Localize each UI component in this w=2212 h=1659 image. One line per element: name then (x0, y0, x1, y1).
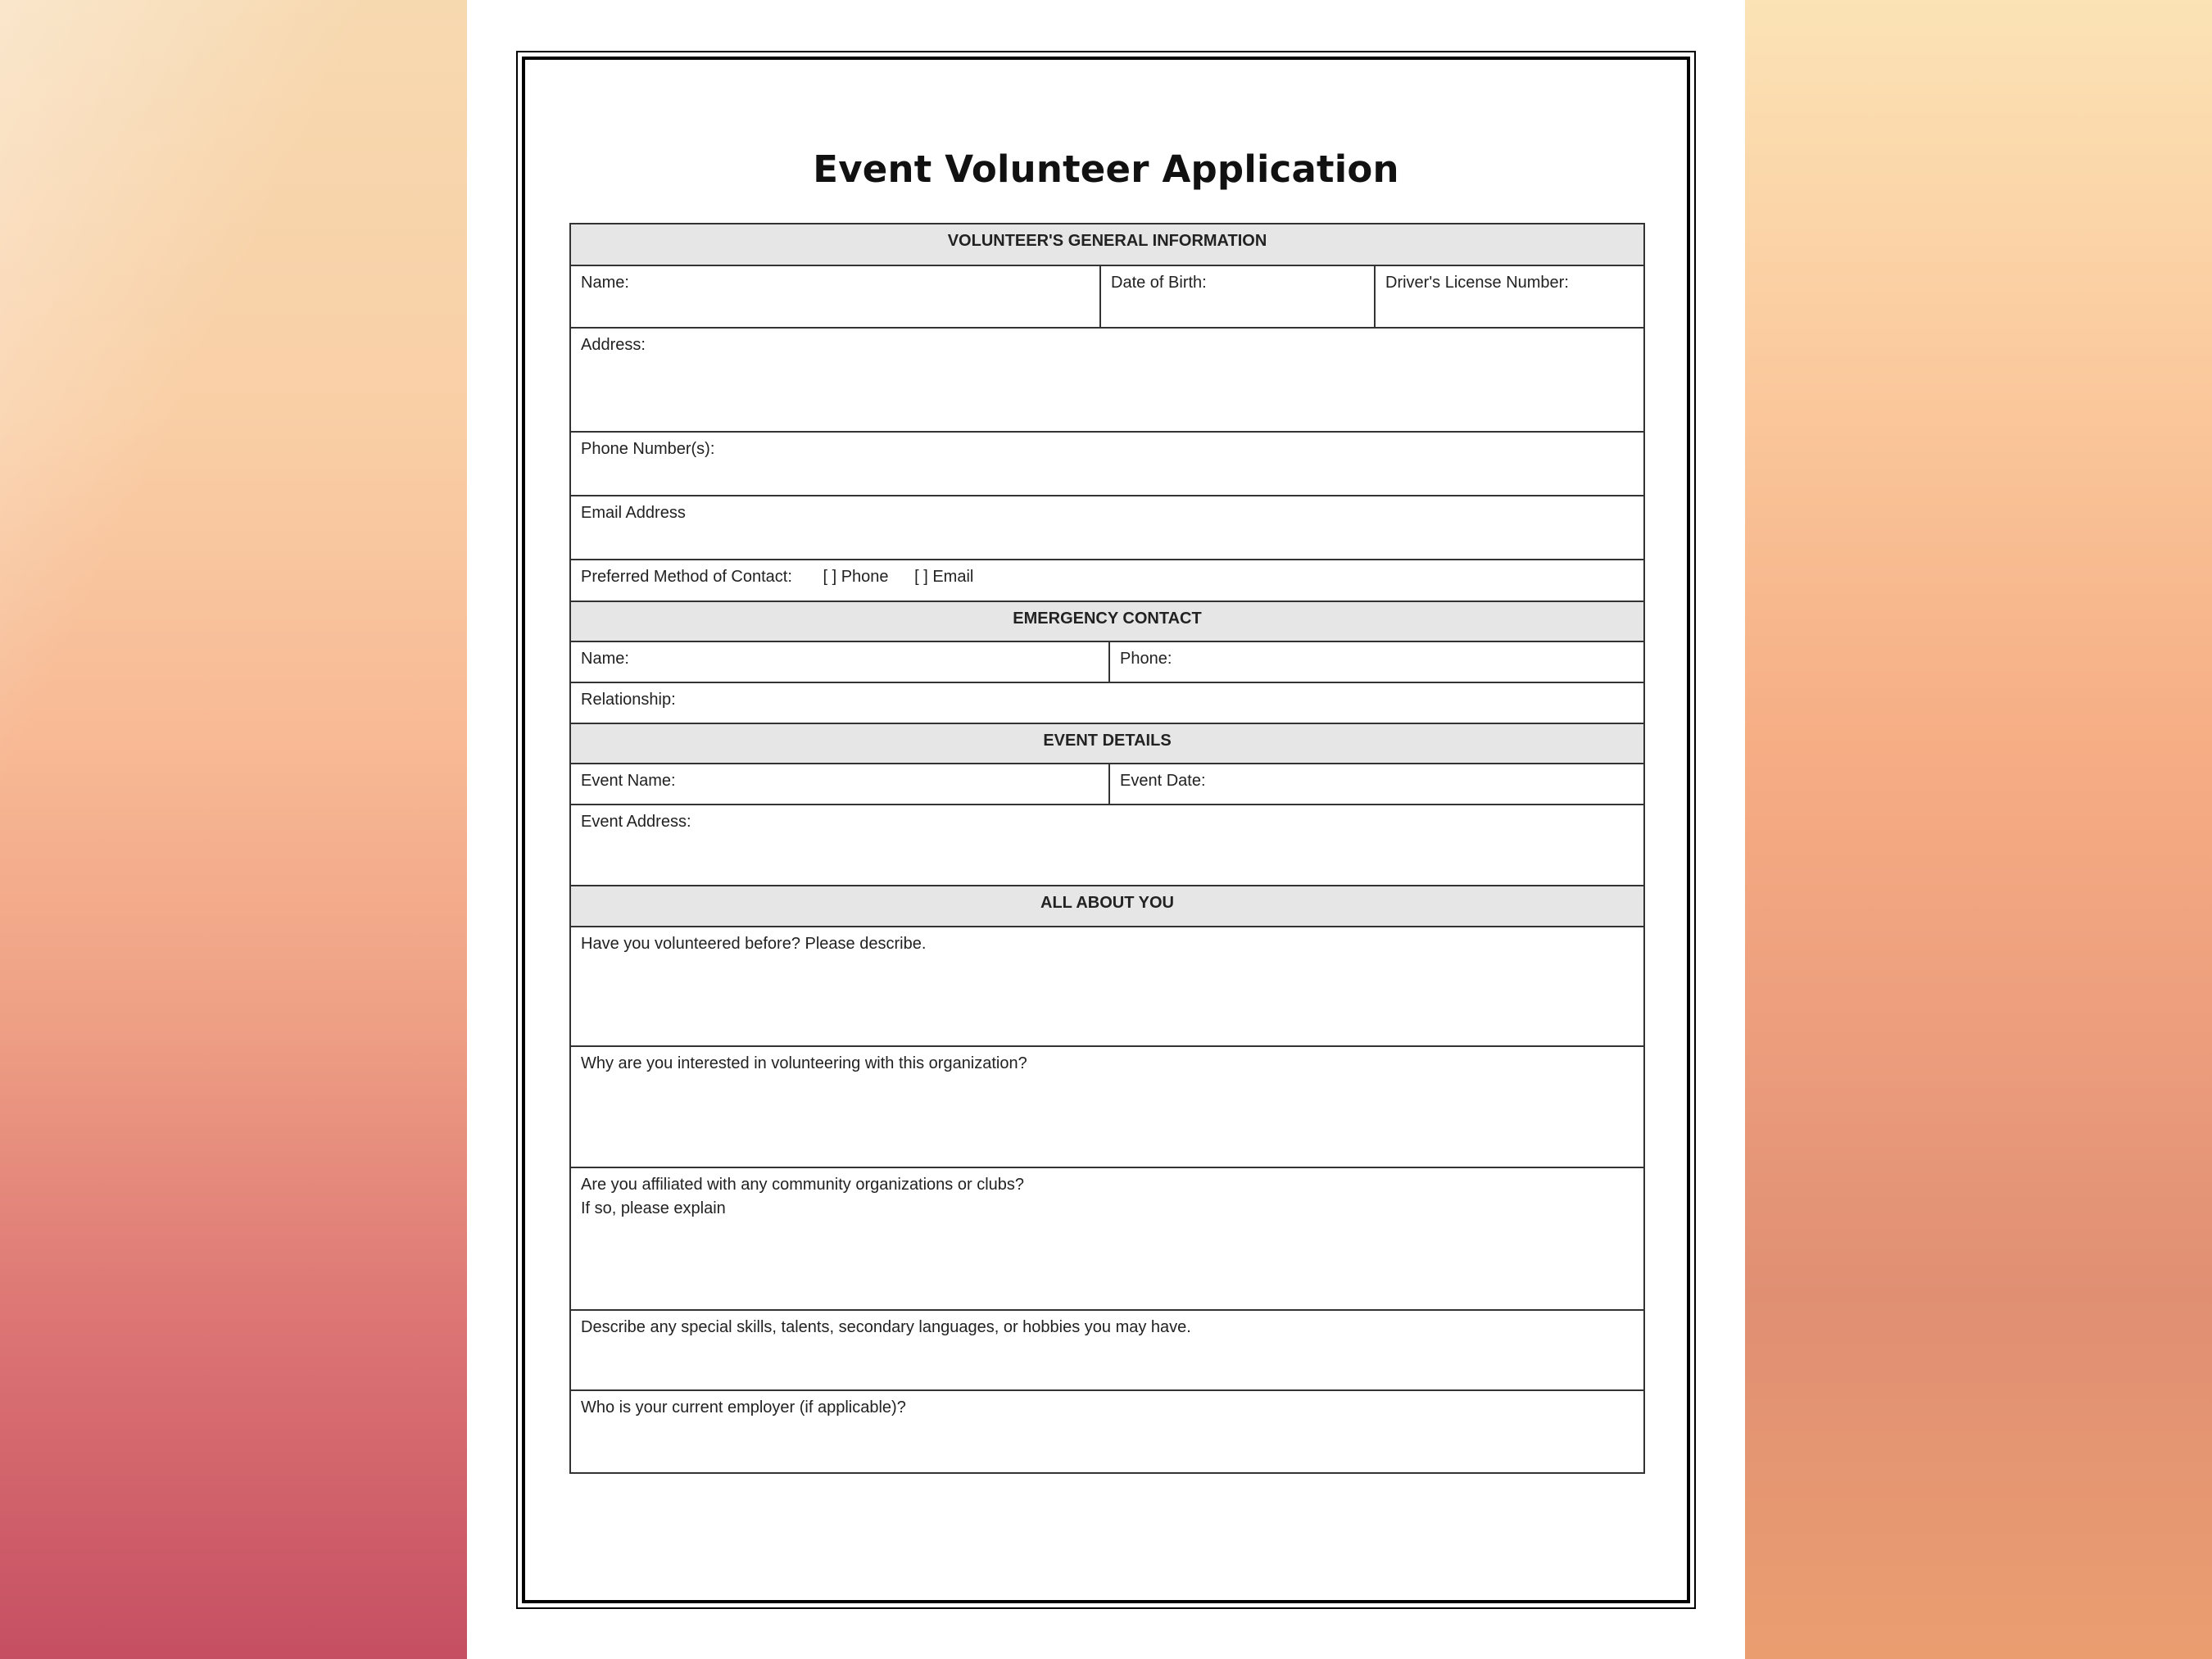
event-address-label: Event Address: (581, 813, 691, 831)
event-name-field[interactable] (571, 764, 1108, 804)
email-label: Email Address (581, 504, 686, 522)
row-skills (571, 1311, 1643, 1391)
phone-numbers-label: Phone Number(s): (581, 440, 715, 458)
section-heading: VOLUNTEER'S GENERAL INFORMATION (947, 232, 1267, 250)
dob-label: Date of Birth: (1111, 274, 1207, 292)
section-header-event (571, 724, 1643, 764)
contact-method-field (571, 560, 1643, 601)
section-heading: EMERGENCY CONTACT (1013, 610, 1202, 628)
dob-field[interactable] (1099, 266, 1374, 327)
row-employer (571, 1391, 1643, 1472)
form-title: Event Volunteer Application (813, 147, 1399, 191)
interest-field[interactable] (571, 1047, 1643, 1167)
relationship-field[interactable] (571, 683, 1643, 723)
row-emergency-name-phone (571, 642, 1643, 683)
row-volunteered-before (571, 927, 1643, 1047)
contact-email-checkbox[interactable]: [ ] Email (914, 568, 974, 586)
skills-field[interactable] (571, 1311, 1643, 1389)
row-affiliated (571, 1168, 1643, 1311)
event-date-field[interactable] (1108, 764, 1643, 804)
name-label: Name: (581, 274, 629, 292)
volunteered-before-field[interactable] (571, 927, 1643, 1045)
email-field[interactable] (571, 496, 1643, 559)
volunteer-form (569, 223, 1645, 1474)
address-field[interactable] (571, 329, 1643, 431)
employer-label: Who is your current employer (if applicable)? (581, 1398, 906, 1416)
row-relationship (571, 683, 1643, 724)
row-event-name-date (571, 764, 1643, 805)
interest-label: Why are you interested in volunteering with this organization? (581, 1054, 1027, 1072)
affiliated-label-line2: If so, please explain (581, 1199, 726, 1217)
emergency-phone-label: Phone: (1120, 650, 1172, 668)
emergency-name-field[interactable] (571, 642, 1108, 682)
volunteered-before-label: Have you volunteered before? Please describe. (581, 935, 927, 953)
section-header-general (571, 224, 1643, 266)
background-right-panel (1745, 0, 2212, 1659)
section-heading: EVENT DETAILS (1043, 732, 1172, 750)
emergency-name-label: Name: (581, 650, 629, 668)
event-name-label: Event Name: (581, 772, 676, 790)
row-event-address (571, 805, 1643, 886)
background-left-panel (0, 0, 467, 1659)
row-email (571, 496, 1643, 560)
phone-numbers-field[interactable] (571, 433, 1643, 495)
address-label: Address: (581, 336, 646, 354)
contact-phone-checkbox[interactable]: [ ] Phone (823, 568, 889, 586)
event-address-field[interactable] (571, 805, 1643, 885)
employer-field[interactable] (571, 1391, 1643, 1472)
row-phone (571, 433, 1643, 496)
row-interest (571, 1047, 1643, 1168)
name-field[interactable] (571, 266, 1099, 327)
section-heading: ALL ABOUT YOU (1040, 894, 1174, 912)
affiliated-label-line1: Are you affiliated with any community organizations or clubs? (581, 1176, 1025, 1194)
skills-label: Describe any special skills, talents, secondary languages, or hobbies you may have. (581, 1318, 1191, 1336)
section-header-about (571, 886, 1643, 927)
row-name-dob-license (571, 266, 1643, 329)
contact-method-label: Preferred Method of Contact: (581, 568, 792, 586)
section-header-emergency (571, 602, 1643, 642)
row-contact-method (571, 560, 1643, 602)
event-date-label: Event Date: (1120, 772, 1206, 790)
row-address (571, 329, 1643, 433)
license-field[interactable] (1374, 266, 1643, 327)
relationship-label: Relationship: (581, 691, 676, 709)
emergency-phone-field[interactable] (1108, 642, 1643, 682)
affiliated-field[interactable] (571, 1168, 1643, 1309)
license-label: Driver's License Number: (1385, 274, 1569, 292)
